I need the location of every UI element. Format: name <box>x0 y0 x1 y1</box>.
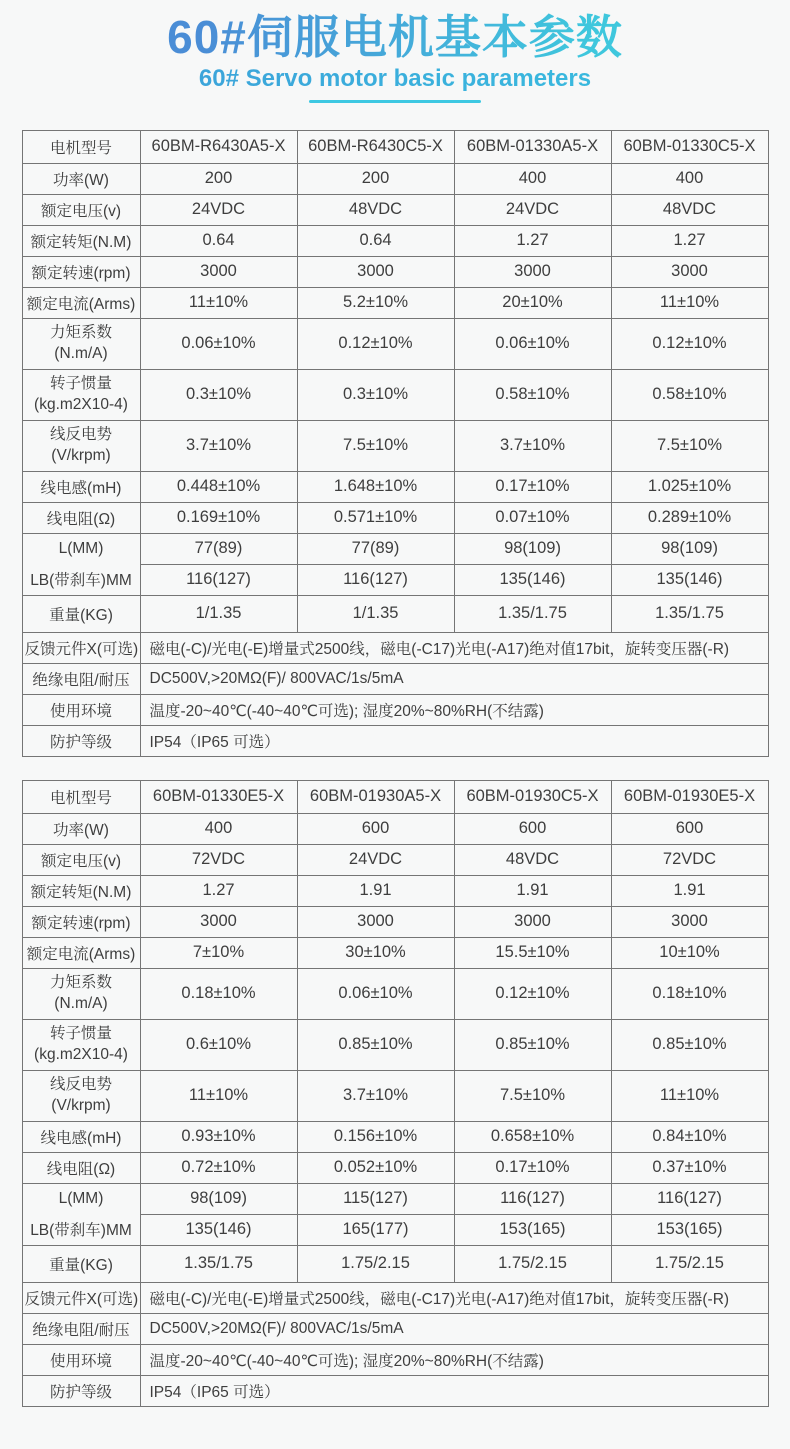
table-row <box>22 1313 768 1344</box>
spec-value: 15.5±10% <box>454 937 611 968</box>
spec-value: 60BM-01930C5-X <box>454 780 611 813</box>
row-label: 使用环境 <box>22 694 140 725</box>
spec-value: 3000 <box>297 256 454 287</box>
spec-value: 116(127) <box>140 564 297 595</box>
row-label: 重量(KG) <box>22 595 140 632</box>
spec-value: 1.27 <box>140 875 297 906</box>
spec-value: 7.5±10% <box>297 420 454 471</box>
spec-value: 0.571±10% <box>297 502 454 533</box>
spec-value: 135(146) <box>454 564 611 595</box>
row-label <box>22 318 140 369</box>
row-label: 功率(W) <box>22 813 140 844</box>
row-label: 绝缘电阻/耐压 <box>22 1313 140 1344</box>
row-label: 额定电压(v) <box>22 844 140 875</box>
table-row <box>22 813 768 844</box>
spec-value: 600 <box>611 813 768 844</box>
spec-value: 153(165) <box>611 1214 768 1245</box>
spec-value: 0.658±10% <box>454 1121 611 1152</box>
spec-value: 60BM-01330E5-X <box>140 780 297 813</box>
spec-value: 72VDC <box>140 844 297 875</box>
row-label: 绝缘电阻/耐压 <box>22 663 140 694</box>
table-row <box>22 225 768 256</box>
row-label: 功率(W) <box>22 163 140 194</box>
row-label <box>22 968 140 1019</box>
spec-value: 11±10% <box>140 1070 297 1121</box>
spec-value: 3000 <box>140 906 297 937</box>
row-label: 线电阻(Ω) <box>22 1152 140 1183</box>
row-label: 防护等级 <box>22 725 140 756</box>
spec-value: 24VDC <box>297 844 454 875</box>
table-row <box>22 694 768 725</box>
row-label-line2: (V/krpm) <box>51 446 111 464</box>
row-label: 重量(KG) <box>22 1245 140 1282</box>
row-label: 反馈元件X(可选) <box>22 1282 140 1313</box>
spec-value: 20±10% <box>454 287 611 318</box>
spec-value: 0.58±10% <box>454 369 611 420</box>
title-underline <box>309 100 481 103</box>
table-row <box>22 1070 768 1121</box>
table-row <box>22 906 768 937</box>
table-row <box>22 844 768 875</box>
spec-value: 1.75/2.15 <box>611 1245 768 1282</box>
spec-value: 0.17±10% <box>454 1152 611 1183</box>
spec-value: 3000 <box>454 906 611 937</box>
row-label: 额定转速(rpm) <box>22 256 140 287</box>
table-row <box>22 1245 768 1282</box>
spec-value: 0.18±10% <box>140 968 297 1019</box>
row-label: 线电感(mH) <box>22 471 140 502</box>
table-row <box>22 287 768 318</box>
spec-value: 1.35/1.75 <box>140 1245 297 1282</box>
footer-value: IP54（IP65 可选） <box>140 1375 768 1406</box>
spec-value: 1.648±10% <box>297 471 454 502</box>
page-subtitle <box>0 65 790 93</box>
row-label-line1: 线反电势 <box>49 425 112 443</box>
spec-value: 7±10% <box>140 937 297 968</box>
spec-value: 1.35/1.75 <box>611 595 768 632</box>
spec-value: 7.5±10% <box>611 420 768 471</box>
spec-value: 1/1.35 <box>140 595 297 632</box>
spec-value: 165(177) <box>297 1214 454 1245</box>
table-row <box>22 968 768 1019</box>
row-label: 额定电压(v) <box>22 194 140 225</box>
spec-value: 0.85±10% <box>297 1019 454 1070</box>
spec-value: 0.06±10% <box>297 968 454 1019</box>
page-subtitle-text: 60# Servo motor basic parameters <box>198 64 592 92</box>
row-label <box>22 533 140 595</box>
footer-value: IP54（IP65 可选） <box>140 725 768 756</box>
row-label: 电机型号 <box>22 780 140 813</box>
spec-value: 0.37±10% <box>611 1152 768 1183</box>
row-label <box>22 369 140 420</box>
row-label-line1: 线反电势 <box>49 1075 112 1093</box>
spec-value: 400 <box>611 163 768 194</box>
table-row <box>22 256 768 287</box>
spec-value: 48VDC <box>611 194 768 225</box>
row-label: 额定转矩(N.M) <box>22 225 140 256</box>
spec-value: 3.7±10% <box>454 420 611 471</box>
row-label <box>22 1070 140 1121</box>
spec-value: 3000 <box>140 256 297 287</box>
row-label-line2: (V/krpm) <box>51 1096 111 1114</box>
spec-value: 0.06±10% <box>140 318 297 369</box>
page-header <box>0 0 790 103</box>
spec-value: 153(165) <box>454 1214 611 1245</box>
table-row <box>22 533 768 564</box>
row-label <box>22 420 140 471</box>
table-row <box>22 937 768 968</box>
table-row <box>22 502 768 533</box>
table-row <box>22 163 768 194</box>
spec-value: 10±10% <box>611 937 768 968</box>
row-label-line1: 转子惯量 <box>49 374 112 392</box>
row-label: 防护等级 <box>22 1375 140 1406</box>
spec-value: 0.93±10% <box>140 1121 297 1152</box>
spec-value: 1.91 <box>454 875 611 906</box>
spec-value: 0.12±10% <box>611 318 768 369</box>
row-label: 额定转矩(N.M) <box>22 875 140 906</box>
spec-value: 1/1.35 <box>297 595 454 632</box>
spec-value: 0.85±10% <box>611 1019 768 1070</box>
spec-value: 0.85±10% <box>454 1019 611 1070</box>
spec-value: 11±10% <box>611 1070 768 1121</box>
spec-value: 0.289±10% <box>611 502 768 533</box>
row-label-length: L(MM) <box>58 1190 104 1208</box>
spec-value: 3000 <box>454 256 611 287</box>
spec-value: 115(127) <box>297 1183 454 1214</box>
table-row <box>22 780 768 813</box>
spec-value: 98(109) <box>454 533 611 564</box>
spec-value: 0.64 <box>140 225 297 256</box>
spec-value: 98(109) <box>140 1183 297 1214</box>
spec-value: 400 <box>140 813 297 844</box>
row-label-line1: 力矩系数 <box>49 323 112 341</box>
table-row <box>22 130 768 163</box>
spec-value: 1.75/2.15 <box>454 1245 611 1282</box>
row-label-length-brake: LB(带刹车)MM <box>30 572 132 590</box>
row-label: 电机型号 <box>22 130 140 163</box>
spec-value: 0.06±10% <box>454 318 611 369</box>
spec-value: 0.6±10% <box>140 1019 297 1070</box>
spec-value: 30±10% <box>297 937 454 968</box>
spec-value: 48VDC <box>297 194 454 225</box>
table-row <box>22 1344 768 1375</box>
spec-value: 1.025±10% <box>611 471 768 502</box>
spec-value: 200 <box>297 163 454 194</box>
page-title: 60#伺服电机基本参数 <box>167 11 623 63</box>
spec-value: 600 <box>454 813 611 844</box>
table-row <box>22 471 768 502</box>
table-row <box>22 1282 768 1313</box>
spec-value: 0.3±10% <box>140 369 297 420</box>
table-row <box>22 632 768 663</box>
footer-value: 磁电(-C)/光电(-E)增量式2500线，磁电(-C17)光电(-A17)绝对值17bit，旋转变压器(-R) <box>140 632 768 663</box>
spec-value: 0.17±10% <box>454 471 611 502</box>
spec-value: 3.7±10% <box>297 1070 454 1121</box>
spec-value: 0.448±10% <box>140 471 297 502</box>
row-label: 线电感(mH) <box>22 1121 140 1152</box>
footer-value: 温度-20~40℃(-40~40℃可选); 湿度20%~80%RH(不结露) <box>140 694 768 725</box>
spec-value: 1.27 <box>611 225 768 256</box>
table-row <box>22 318 768 369</box>
spec-value: 116(127) <box>454 1183 611 1214</box>
table-row <box>22 194 768 225</box>
row-label: 反馈元件X(可选) <box>22 632 140 663</box>
spec-value: 0.18±10% <box>611 968 768 1019</box>
spec-value: 60BM-01330C5-X <box>611 130 768 163</box>
spec-value: 0.58±10% <box>611 369 768 420</box>
spec-value: 1.91 <box>297 875 454 906</box>
row-label: 额定电流(Arms) <box>22 937 140 968</box>
row-label-length-brake: LB(带刹车)MM <box>30 1222 132 1240</box>
spec-value: 0.156±10% <box>297 1121 454 1152</box>
spec-value: 116(127) <box>297 564 454 595</box>
table-row <box>22 369 768 420</box>
spec-value: 0.052±10% <box>297 1152 454 1183</box>
table-row <box>22 1152 768 1183</box>
spec-value: 24VDC <box>454 194 611 225</box>
spec-value: 60BM-01930A5-X <box>297 780 454 813</box>
row-label-line2: (N.m/A) <box>54 344 108 362</box>
spec-table-2 <box>22 780 769 1407</box>
row-label: 额定转速(rpm) <box>22 906 140 937</box>
table-row <box>22 595 768 632</box>
spec-value: 0.12±10% <box>454 968 611 1019</box>
spec-value: 400 <box>454 163 611 194</box>
row-label: 使用环境 <box>22 1344 140 1375</box>
spec-value: 3000 <box>611 256 768 287</box>
spec-value: 1.91 <box>611 875 768 906</box>
spec-value: 48VDC <box>454 844 611 875</box>
spec-value: 600 <box>297 813 454 844</box>
spec-value: 60BM-R6430C5-X <box>297 130 454 163</box>
footer-value: 磁电(-C)/光电(-E)增量式2500线，磁电(-C17)光电(-A17)绝对值17bit，旋转变压器(-R) <box>140 1282 768 1313</box>
spec-value: 7.5±10% <box>454 1070 611 1121</box>
spec-value: 1.35/1.75 <box>454 595 611 632</box>
spec-value: 3.7±10% <box>140 420 297 471</box>
spec-value: 3000 <box>611 906 768 937</box>
spec-value: 116(127) <box>611 1183 768 1214</box>
row-label-line1: 转子惯量 <box>49 1024 112 1042</box>
spec-value: 0.169±10% <box>140 502 297 533</box>
table-row <box>22 725 768 756</box>
spec-value: 72VDC <box>611 844 768 875</box>
table-row <box>22 420 768 471</box>
footer-value: DC500V,>20MΩ(F)/ 800VAC/1s/5mA <box>140 1313 768 1344</box>
row-label: 额定电流(Arms) <box>22 287 140 318</box>
spec-value: 77(89) <box>140 533 297 564</box>
spec-value: 60BM-01930E5-X <box>611 780 768 813</box>
spec-value: 135(146) <box>140 1214 297 1245</box>
spec-value: 77(89) <box>297 533 454 564</box>
spec-value: 0.72±10% <box>140 1152 297 1183</box>
footer-value: DC500V,>20MΩ(F)/ 800VAC/1s/5mA <box>140 663 768 694</box>
row-label-line2: (kg.m2X10-4) <box>34 1045 128 1063</box>
spec-value: 0.12±10% <box>297 318 454 369</box>
row-label-line2: (N.m/A) <box>54 994 108 1012</box>
spec-value: 5.2±10% <box>297 287 454 318</box>
footer-value: 温度-20~40℃(-40~40℃可选); 湿度20%~80%RH(不结露) <box>140 1344 768 1375</box>
table-row <box>22 1019 768 1070</box>
spec-value: 1.75/2.15 <box>297 1245 454 1282</box>
spec-value: 11±10% <box>611 287 768 318</box>
row-label: 线电阻(Ω) <box>22 502 140 533</box>
row-label <box>22 1019 140 1070</box>
table-row <box>22 1121 768 1152</box>
spec-value: 60BM-R6430A5-X <box>140 130 297 163</box>
spec-value: 98(109) <box>611 533 768 564</box>
spec-value: 0.3±10% <box>297 369 454 420</box>
spec-value: 0.07±10% <box>454 502 611 533</box>
spec-value: 11±10% <box>140 287 297 318</box>
spec-value: 0.84±10% <box>611 1121 768 1152</box>
spec-value: 60BM-01330A5-X <box>454 130 611 163</box>
row-label <box>22 1183 140 1245</box>
spec-value: 1.27 <box>454 225 611 256</box>
row-label-length: L(MM) <box>58 540 104 558</box>
table-row <box>22 1375 768 1406</box>
spec-table-1 <box>22 130 769 757</box>
spec-value: 3000 <box>297 906 454 937</box>
spec-value: 135(146) <box>611 564 768 595</box>
row-label-line2: (kg.m2X10-4) <box>34 395 128 413</box>
row-label-line1: 力矩系数 <box>49 973 112 991</box>
spec-value: 200 <box>140 163 297 194</box>
table-row <box>22 663 768 694</box>
spec-value: 0.64 <box>297 225 454 256</box>
table-row <box>22 875 768 906</box>
table-row <box>22 1183 768 1214</box>
spec-value: 24VDC <box>140 194 297 225</box>
